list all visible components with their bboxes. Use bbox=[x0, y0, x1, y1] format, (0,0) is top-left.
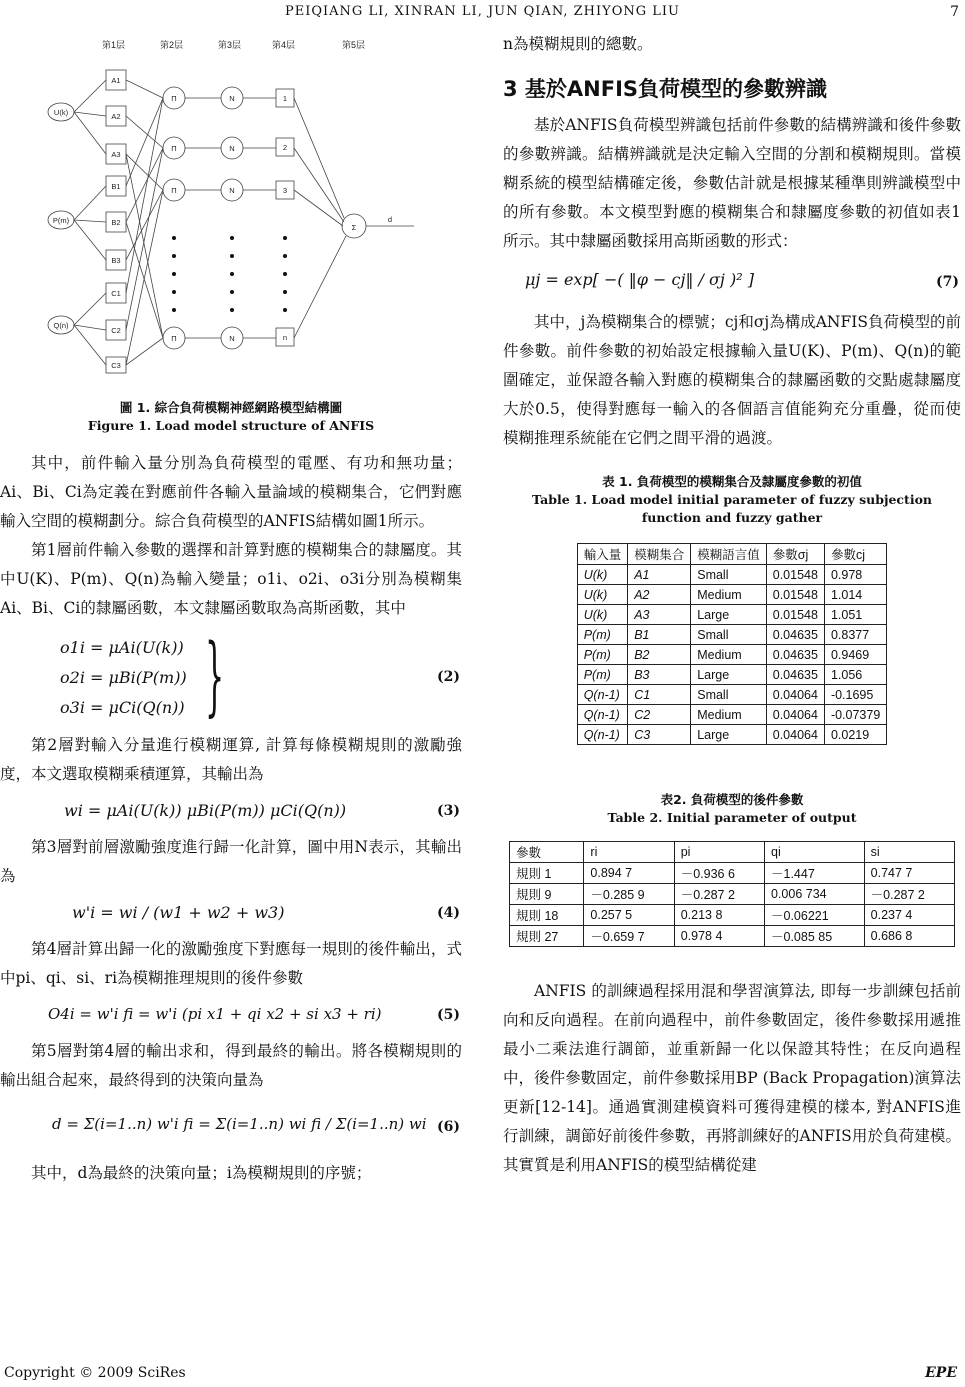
page-number: 7 bbox=[950, 4, 959, 20]
table-cell: －0.287 2 bbox=[864, 884, 954, 905]
table-row bbox=[577, 605, 887, 625]
pi-node: Π bbox=[171, 144, 177, 153]
table-cell: Medium bbox=[691, 705, 767, 725]
paragraph: n為模糊規則的總數。 bbox=[503, 35, 653, 53]
table-cell: 0.01548 bbox=[766, 585, 824, 605]
mf-a3: A3 bbox=[111, 150, 121, 159]
paragraph: ANFIS 的訓練過程採用混和學習演算法, 即每一步訓練包括前向和反向過程。在前向過程中，前件參數固定，後件參數採用遞推最小二乘法進行調節，並重新歸一化以保證其特性；在反向過程中，後件參數固定，前件參數採用BP (Back Propagation)演算法更新[12-14]。通過實測建模資料可獲得建模的樣本, 對ANFIS進行訓練，調節好前後件參數，再將訓練好的ANFIS用於負荷建模。其實質是利用ANFIS的模型結構從建 bbox=[503, 982, 961, 1174]
table-cell: 1.014 bbox=[824, 585, 886, 605]
journal-abbrev: EPE bbox=[925, 1365, 957, 1381]
table-row bbox=[577, 585, 887, 605]
table-cell: Large bbox=[691, 725, 767, 745]
table-1-caption-cn: 表 1. 負荷模型的模糊集合及隸屬度參數的初值 bbox=[602, 474, 862, 489]
sum-node: Σ bbox=[351, 223, 357, 232]
right-column bbox=[503, 30, 961, 1180]
table-row bbox=[577, 665, 887, 685]
table-cell: －0.287 2 bbox=[674, 884, 764, 905]
table-header: pi bbox=[674, 842, 764, 863]
figure-1 bbox=[44, 30, 464, 375]
equation-4 bbox=[0, 891, 462, 935]
rule-node-3: 3 bbox=[282, 186, 288, 195]
table-cell: C3 bbox=[628, 725, 691, 745]
table-cell: C2 bbox=[628, 705, 691, 725]
table-header: 參數σj bbox=[766, 544, 824, 565]
pi-node: Π bbox=[171, 186, 177, 195]
table-cell: 0.894 7 bbox=[584, 863, 674, 884]
table-cell: 0.9469 bbox=[824, 645, 886, 665]
table-cell: B1 bbox=[628, 625, 691, 645]
output-d: d bbox=[387, 215, 393, 224]
table-row bbox=[577, 705, 887, 725]
table-cell: 0.01548 bbox=[766, 565, 824, 585]
n-node: N bbox=[229, 334, 235, 343]
equation-3 bbox=[0, 789, 462, 833]
rule-node-1: 1 bbox=[282, 94, 288, 103]
mf-c2: C2 bbox=[111, 326, 121, 335]
mf-a1: A1 bbox=[111, 76, 121, 85]
table-cell: A3 bbox=[628, 605, 691, 625]
section-heading: 3 基於ANFIS負荷模型的參數辨識 bbox=[503, 77, 828, 101]
pi-node: Π bbox=[171, 334, 177, 343]
table-header: 參數 bbox=[510, 842, 584, 863]
table-cell: U(k) bbox=[577, 565, 628, 585]
table-cell: 0.8377 bbox=[824, 625, 886, 645]
table-cell: 0.04635 bbox=[766, 645, 824, 665]
table-header: 模糊語言值 bbox=[691, 544, 767, 565]
equation-6 bbox=[0, 1095, 462, 1159]
input-u-label: U(k) bbox=[53, 108, 69, 117]
table-cell: U(k) bbox=[577, 585, 628, 605]
table-cell: 0.04064 bbox=[766, 685, 824, 705]
table-header: si bbox=[864, 842, 954, 863]
table-cell: 0.213 8 bbox=[674, 905, 764, 926]
table-cell: Q(n-1) bbox=[577, 685, 628, 705]
table-cell: 0.04064 bbox=[766, 705, 824, 725]
table-cell: －1.447 bbox=[765, 863, 865, 884]
layer-4-label: 第4层 bbox=[272, 40, 296, 50]
paragraph: 第4層計算出歸一化的激勵強度下對應每一規則的後件輸出，式中pi、qi、si、ri為模糊推理規則的後件參數 bbox=[0, 940, 462, 987]
table-cell: B3 bbox=[628, 665, 691, 685]
table-cell: －0.936 6 bbox=[674, 863, 764, 884]
table-cell: 1.056 bbox=[824, 665, 886, 685]
table-cell: Medium bbox=[691, 645, 767, 665]
table-row bbox=[510, 863, 955, 884]
table-cell: －0.06221 bbox=[765, 905, 865, 926]
equation-number: (2) bbox=[437, 669, 460, 685]
table-cell: －0.285 9 bbox=[584, 884, 674, 905]
table-cell: A1 bbox=[628, 565, 691, 585]
paragraph: 第1層前件輸入參數的選擇和計算對應的模糊集合的隸屬度。其中U(K)、P(m)、Q(n)為輸入變量；o1i、o2i、o3i分別為模糊集Ai、Bi、Ci的隸屬函數，本文隸屬函數取為高斯函數，其中 bbox=[0, 541, 462, 617]
table-cell: 0.006 734 bbox=[765, 884, 865, 905]
table-row bbox=[577, 565, 887, 585]
table-cell: 0.978 4 bbox=[674, 926, 764, 947]
rule-node-n: n bbox=[282, 333, 288, 342]
n-node: N bbox=[229, 94, 235, 103]
eq6-body: d = Σ(i=1..n) w'i fi = Σ(i=1..n) wi fi / Σ(i=1..n) wi bbox=[52, 1115, 427, 1133]
table-cell: Small bbox=[691, 625, 767, 645]
table-cell: Large bbox=[691, 605, 767, 625]
equation-5 bbox=[0, 993, 462, 1037]
paragraph: 基於ANFIS負荷模型辨識包括前件參數的結構辨識和後件參數的參數辨識。結構辨識就是決定輸入空間的分割和模糊規則。當模糊系統的模型結構確定後，參數估計就是根據某種準則辨識模型中的所有參數。本文模型對應的模糊集合和隸屬度參數的初值如表1所示。其中隸屬函數採用高斯函數的形式： bbox=[503, 116, 961, 250]
table-cell: 0.04064 bbox=[766, 725, 824, 745]
mf-b2: B2 bbox=[111, 218, 121, 227]
layer-3-label: 第3层 bbox=[218, 40, 242, 50]
table-cell: P(m) bbox=[577, 665, 628, 685]
layer-5-label: 第5层 bbox=[342, 40, 366, 50]
table-header: qi bbox=[765, 842, 865, 863]
equation-number: (5) bbox=[437, 1007, 460, 1023]
table-cell: 0.237 4 bbox=[864, 905, 954, 926]
table-cell: Medium bbox=[691, 585, 767, 605]
table-cell: -0.1695 bbox=[824, 685, 886, 705]
table-cell: Q(n-1) bbox=[577, 725, 628, 745]
mf-b3: B3 bbox=[111, 256, 121, 265]
table-cell: C1 bbox=[628, 685, 691, 705]
figure-1-caption-en: Figure 1. Load model structure of ANFIS bbox=[87, 418, 375, 433]
equation-number: (7) bbox=[936, 274, 959, 290]
table-header: 模糊集合 bbox=[628, 544, 691, 565]
running-header bbox=[0, 4, 965, 24]
table-cell: Small bbox=[691, 685, 767, 705]
table-cell: P(m) bbox=[577, 645, 628, 665]
paragraph: 第3層對前層激勵強度進行歸一化計算，圖中用N表示，其輸出為 bbox=[0, 838, 462, 885]
table-header: 輸入量 bbox=[577, 544, 628, 565]
n-node: N bbox=[229, 144, 235, 153]
table-cell: B2 bbox=[628, 645, 691, 665]
table-cell: 0.04635 bbox=[766, 665, 824, 685]
copyright: Copyright © 2009 SciRes bbox=[4, 1365, 186, 1381]
eq2-line: o3i = μCi(Q(n)) bbox=[60, 698, 185, 717]
table-header: 參數cj bbox=[824, 544, 886, 565]
mf-a2: A2 bbox=[111, 112, 121, 121]
table-cell: 0.0219 bbox=[824, 725, 886, 745]
eq2-line: o2i = μBi(P(m)) bbox=[60, 668, 187, 687]
paragraph: 其中，d為最終的決策向量；i為模糊規則的序號； bbox=[31, 1164, 372, 1182]
table-2 bbox=[509, 841, 955, 947]
paragraph: 其中，j為模糊集合的標號；cj和σj為構成ANFIS負荷模型的前件參數。前件參數的初始設定根據輸入量U(K)、P(m)、Q(n)的範圍確定，並保證各輸入對應的模糊集合的隸屬函數的交點處隸屬度大於0.5，使得對應每一輸入的各個語言值能夠充分重疊，從而使模糊推理系統能在它們之間平滑的過渡。 bbox=[503, 313, 961, 447]
input-p-label: P(m) bbox=[52, 216, 70, 225]
table-cell: 0.747 7 bbox=[864, 863, 954, 884]
eq3-body: wi = μAi(U(k)) μBi(P(m)) μCi(Q(n)) bbox=[64, 801, 347, 820]
layer-2-label: 第2层 bbox=[160, 40, 184, 50]
equation-number: (3) bbox=[437, 803, 460, 819]
paragraph: 第2層對輸入分量進行模糊運算, 計算每條模糊規則的激勵強度，本文選取模糊乘積運算，其輸出為 bbox=[0, 736, 462, 783]
table-cell: P(m) bbox=[577, 625, 628, 645]
eq7-body: μj = exp[ −( ‖φ − cj‖ / σj )² ] bbox=[525, 270, 754, 289]
table-header: ri bbox=[584, 842, 674, 863]
input-q-label: Q(n) bbox=[53, 321, 69, 330]
table-row bbox=[510, 884, 955, 905]
table-cell: Small bbox=[691, 565, 767, 585]
table-row bbox=[577, 685, 887, 705]
left-column bbox=[0, 30, 462, 1188]
table-cell: 0.257 5 bbox=[584, 905, 674, 926]
paragraph: 第5層對第4層的輸出求和，得到最終的輸出。將各模糊規則的輸出組合起來，最終得到的決策向量為 bbox=[0, 1042, 462, 1089]
table-cell: 規則 27 bbox=[510, 926, 584, 947]
eq5-body: O4i = w'i fi = w'i (pi x1 + qi x2 + si x3 + ri) bbox=[48, 1005, 382, 1023]
table-cell: －0.659 7 bbox=[584, 926, 674, 947]
table-cell: Large bbox=[691, 665, 767, 685]
equation-number: (6) bbox=[437, 1119, 460, 1135]
table-cell: 規則 9 bbox=[510, 884, 584, 905]
figure-1-caption-cn: 圖 1. 綜合負荷模糊神經網路模型結構圖 bbox=[119, 400, 343, 415]
table-row bbox=[577, 625, 887, 645]
eq4-body: w'i = wi / (w1 + w2 + w3) bbox=[72, 903, 285, 922]
mf-c1: C1 bbox=[111, 289, 121, 298]
layer-1-label: 第1层 bbox=[102, 40, 126, 50]
n-node: N bbox=[229, 186, 235, 195]
equation-2: o1i = μAi(U(k)) o2i = μBi(P(m)) o3i = μCi(Q(n)) } (2) bbox=[60, 626, 460, 726]
table-row bbox=[510, 905, 955, 926]
table-cell: 規則 1 bbox=[510, 863, 584, 884]
mf-c3: C3 bbox=[111, 361, 121, 370]
table-cell: 規則 18 bbox=[510, 905, 584, 926]
eq2-line: o1i = μAi(U(k)) bbox=[60, 638, 184, 657]
anfis-structure-diagram bbox=[44, 30, 464, 375]
table-cell: A2 bbox=[628, 585, 691, 605]
mf-b1: B1 bbox=[111, 182, 121, 191]
table-cell: 0.01548 bbox=[766, 605, 824, 625]
equation-7 bbox=[503, 256, 961, 308]
table-2-caption-en: Table 2. Initial parameter of output bbox=[607, 810, 857, 825]
table-cell: Q(n-1) bbox=[577, 705, 628, 725]
table-2-caption-cn: 表2. 負荷模型的後件參數 bbox=[660, 792, 804, 807]
equation-number: (4) bbox=[437, 905, 460, 921]
table-row bbox=[510, 926, 955, 947]
table-cell: -0.07379 bbox=[824, 705, 886, 725]
table-cell: －0.085 85 bbox=[765, 926, 865, 947]
table-cell: 1.051 bbox=[824, 605, 886, 625]
table-1-caption-en: Table 1. Load model initial parameter of fuzzy subjection function and fuzzy gather bbox=[532, 492, 932, 525]
table-row bbox=[577, 725, 887, 745]
header-authors: PEIQIANG LI, XINRAN LI, JUN QIAN, ZHIYONG LIU bbox=[285, 4, 680, 19]
table-cell: 0.686 8 bbox=[864, 926, 954, 947]
rule-node-2: 2 bbox=[282, 143, 288, 152]
table-cell: 0.978 bbox=[824, 565, 886, 585]
paragraph: 其中，前件輸入量分別為負荷模型的電壓、有功和無功量；Ai、Bi、Ci為定義在對應前件各輸入量論域的模糊集合，它們對應輸入空間的模糊劃分。綜合負荷模型的ANFIS結構如圖1所示。 bbox=[0, 454, 462, 530]
pi-node: Π bbox=[171, 94, 177, 103]
table-cell: 0.04635 bbox=[766, 625, 824, 645]
table-row bbox=[577, 645, 887, 665]
table-1 bbox=[577, 543, 888, 745]
table-cell: U(k) bbox=[577, 605, 628, 625]
